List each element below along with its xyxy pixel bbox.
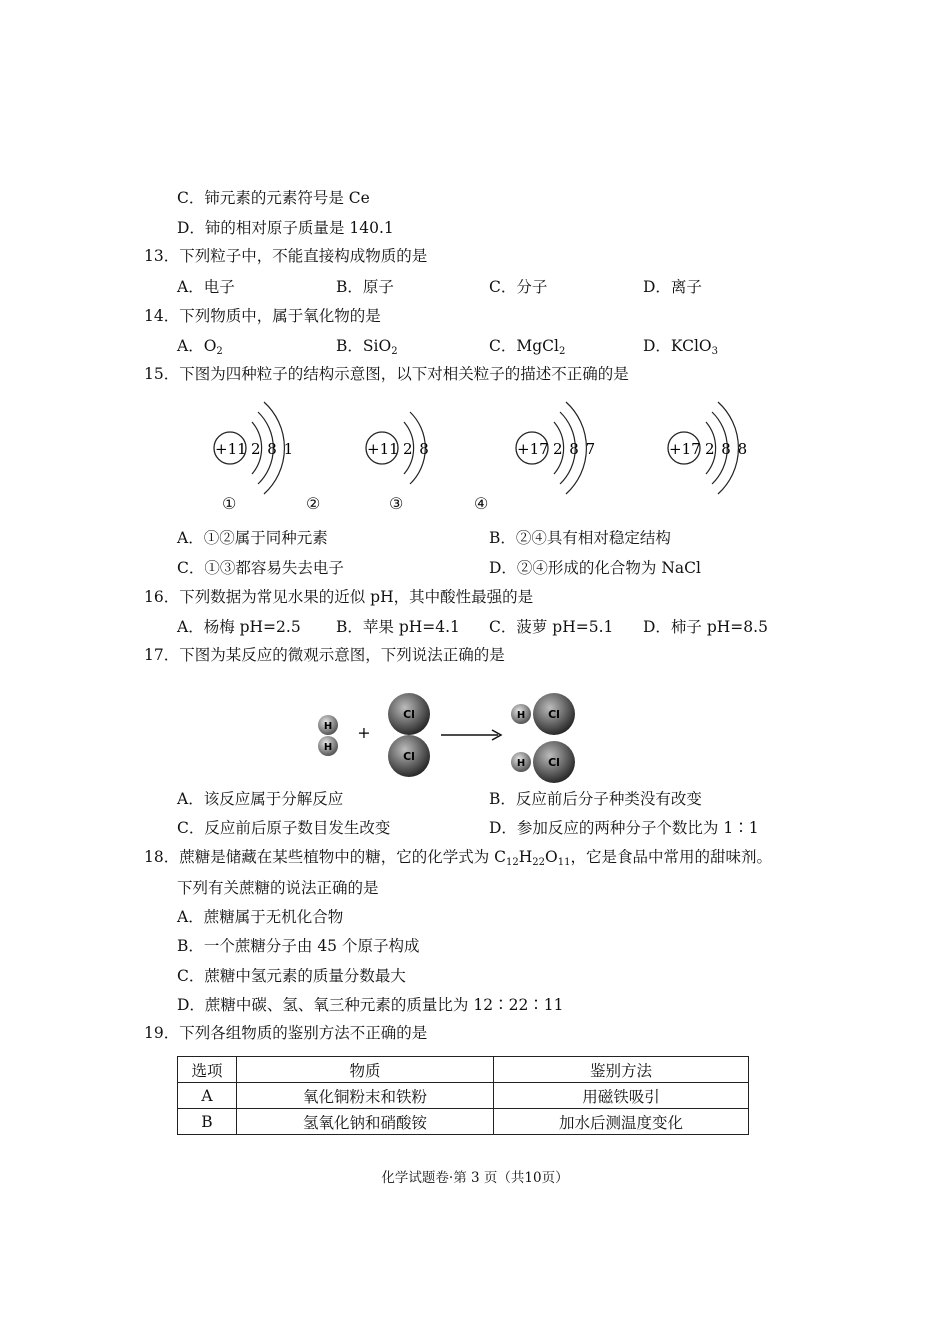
q14-stem: 14．下列物质中，属于氧化物的是 bbox=[144, 307, 381, 325]
atom-diagram-2 bbox=[366, 412, 430, 484]
q17-stem: 17．下图为某反应的微观示意图，下列说法正确的是 bbox=[144, 646, 505, 664]
q17-option-d: D．参加反应的两种分子个数比为 1∶1 bbox=[489, 819, 759, 837]
header-method: 鉴别方法 bbox=[494, 1057, 749, 1083]
cell-method: 加水后测温度变化 bbox=[494, 1109, 749, 1135]
q13-option-c: C．分子 bbox=[489, 278, 548, 296]
shells-1: 2 8 1 bbox=[251, 440, 295, 458]
nucleus-1: +11 bbox=[215, 440, 247, 458]
q18-option-d: D．蔗糖中碳、氢、氧三种元素的质量比为 12∶22∶11 bbox=[177, 996, 564, 1014]
q13-stem: 13．下列粒子中，不能直接构成物质的是 bbox=[144, 247, 428, 265]
page-footer: 化学试题卷·第 3 页（共10页） bbox=[381, 1170, 569, 1186]
cell-option: A bbox=[178, 1083, 237, 1109]
identification-table bbox=[177, 1056, 749, 1135]
q16-stem: 16．下列数据为常见水果的近似 pH，其中酸性最强的是 bbox=[144, 588, 534, 606]
nucleus-4: +17 bbox=[669, 440, 701, 458]
particle-label-2: ② bbox=[306, 494, 321, 513]
svg-text:Cl: Cl bbox=[403, 750, 415, 763]
particle-label-4: ④ bbox=[474, 494, 489, 513]
nucleus-3: +17 bbox=[517, 440, 549, 458]
atom-diagram-4 bbox=[668, 402, 748, 494]
hcl-molecule bbox=[511, 693, 575, 735]
q14-option-b: B．SiO$_2$ bbox=[336, 337, 398, 357]
q16-option-a: A．杨梅 pH=2.5 bbox=[177, 618, 301, 636]
header-option: 选项 bbox=[178, 1057, 237, 1083]
cell-substance: 氢氧化钠和硝酸铵 bbox=[237, 1109, 494, 1135]
svg-text:H: H bbox=[516, 758, 526, 769]
q15-option-b: B．②④具有相对稳定结构 bbox=[489, 529, 671, 547]
table-header-row bbox=[178, 1057, 749, 1083]
q14-option-a: A．$O_2$ bbox=[177, 337, 223, 357]
q13-option-d: D．离子 bbox=[643, 278, 702, 296]
table-row bbox=[178, 1109, 749, 1135]
nucleus-2: +11 bbox=[367, 440, 399, 458]
shells-3: 2 8 7 bbox=[553, 440, 597, 458]
q14-option-c: C．MgCl$_2$ bbox=[489, 337, 566, 357]
table-row bbox=[178, 1083, 749, 1109]
q19-stem: 19．下列各组物质的鉴别方法不正确的是 bbox=[144, 1024, 428, 1042]
cell-method: 用磁铁吸引 bbox=[494, 1083, 749, 1109]
q15-stem: 15．下图为四种粒子的结构示意图，以下对相关粒子的描述不正确的是 bbox=[144, 365, 629, 383]
q12-option-d: D．铈的相对原子质量是 140.1 bbox=[177, 219, 394, 237]
atom-diagram-1 bbox=[214, 402, 294, 494]
svg-text:Cl: Cl bbox=[403, 708, 415, 721]
q15-option-a: A．①②属于同种元素 bbox=[177, 529, 328, 547]
header-substance: 物质 bbox=[237, 1057, 494, 1083]
q17-option-c: C．反应前后原子数目发生改变 bbox=[177, 819, 391, 837]
h2-molecule bbox=[318, 715, 338, 756]
q18-stem: 18．蔗糖是储藏在某些植物中的糖，它的化学式为 $C_{12}H_{22}O_{11}$，它是食品中常用的甜味剂。 bbox=[144, 848, 772, 868]
particle-label-1: ① bbox=[222, 494, 237, 513]
svg-text:Cl: Cl bbox=[548, 756, 560, 769]
q16-option-c: C．菠萝 pH=5.1 bbox=[489, 618, 614, 636]
q16-option-b: B．苹果 pH=4.1 bbox=[336, 618, 460, 636]
reaction-micro-diagram bbox=[300, 686, 600, 786]
q12-option-c: C．铈元素的元素符号是 Ce bbox=[177, 189, 370, 207]
atom-structure-diagram bbox=[200, 398, 790, 498]
plus-sign: + bbox=[357, 723, 371, 742]
cell-substance: 氧化铜粉末和铁粉 bbox=[237, 1083, 494, 1109]
cell-option: B bbox=[178, 1109, 237, 1135]
q17-option-a: A．该反应属于分解反应 bbox=[177, 790, 344, 808]
shells-4: 2 8 8 bbox=[705, 440, 749, 458]
q17-option-b: B．反应前后分子种类没有改变 bbox=[489, 790, 702, 808]
q18-option-a: A．蔗糖属于无机化合物 bbox=[177, 908, 344, 926]
svg-text:H: H bbox=[323, 742, 333, 753]
svg-text:Cl: Cl bbox=[548, 708, 560, 721]
q18-stem-line2: 下列有关蔗糖的说法正确的是 bbox=[177, 879, 379, 897]
svg-text:H: H bbox=[516, 710, 526, 721]
svg-text:H: H bbox=[323, 721, 333, 732]
atom-diagram-3 bbox=[516, 402, 596, 494]
q13-option-a: A．电子 bbox=[177, 278, 235, 296]
cl2-molecule bbox=[388, 693, 430, 777]
reaction-arrow bbox=[441, 730, 501, 740]
q15-option-d: D．②④形成的化合物为 NaCl bbox=[489, 559, 701, 577]
shells-2: 2 8 bbox=[403, 440, 430, 458]
hcl-molecule bbox=[511, 741, 575, 783]
q18-option-c: C．蔗糖中氢元素的质量分数最大 bbox=[177, 967, 406, 985]
q13-option-b: B．原子 bbox=[336, 278, 394, 296]
q15-option-c: C．①③都容易失去电子 bbox=[177, 559, 344, 577]
q14-option-d: D．KClO$_3$ bbox=[643, 337, 718, 357]
q16-option-d: D．柿子 pH=8.5 bbox=[643, 618, 768, 636]
q18-option-b: B．一个蔗糖分子由 45 个原子构成 bbox=[177, 937, 420, 955]
particle-label-3: ③ bbox=[389, 494, 404, 513]
